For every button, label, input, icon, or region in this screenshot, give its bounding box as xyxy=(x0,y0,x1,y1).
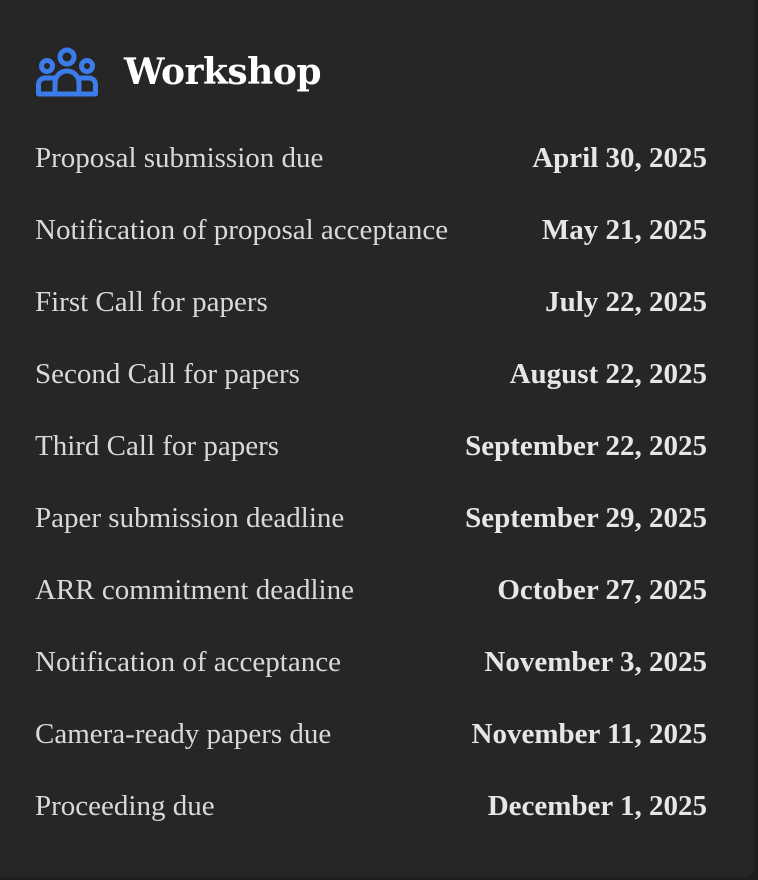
row-date: September 29, 2025 xyxy=(465,501,707,534)
row-label: ARR commitment deadline xyxy=(35,573,354,606)
list-item xyxy=(35,626,707,698)
row-date: November 11, 2025 xyxy=(471,717,707,750)
row-date: December 1, 2025 xyxy=(487,789,707,822)
row-date: July 22, 2025 xyxy=(545,285,707,318)
list-item xyxy=(35,770,707,842)
row-label: Camera-ready papers due xyxy=(35,717,332,750)
row-label: Notification of proposal acceptance xyxy=(35,213,449,246)
list-item xyxy=(35,338,707,410)
people-group-icon xyxy=(36,46,98,98)
card-header xyxy=(36,44,321,100)
row-label: Third Call for papers xyxy=(35,429,280,462)
card-title: Workshop xyxy=(124,51,322,93)
row-label: Paper submission deadline xyxy=(35,501,345,534)
list-item xyxy=(35,410,707,482)
row-date: April 30, 2025 xyxy=(532,141,707,174)
list-item xyxy=(35,122,707,194)
row-label: Proposal submission due xyxy=(35,141,324,174)
row-date: October 27, 2025 xyxy=(497,573,707,606)
row-date: September 22, 2025 xyxy=(465,429,707,462)
row-date: May 21, 2025 xyxy=(541,213,707,246)
row-date: November 3, 2025 xyxy=(484,645,707,678)
row-label: First Call for papers xyxy=(35,285,268,318)
row-label: Second Call for papers xyxy=(35,357,300,390)
list-item xyxy=(35,698,707,770)
list-item xyxy=(35,482,707,554)
list-item xyxy=(35,554,707,626)
row-label: Proceeding due xyxy=(35,789,215,822)
list-item xyxy=(35,266,707,338)
dates-list xyxy=(35,122,707,842)
row-date: August 22, 2025 xyxy=(509,357,707,390)
list-item xyxy=(35,194,707,266)
row-label: Notification of acceptance xyxy=(35,645,341,678)
